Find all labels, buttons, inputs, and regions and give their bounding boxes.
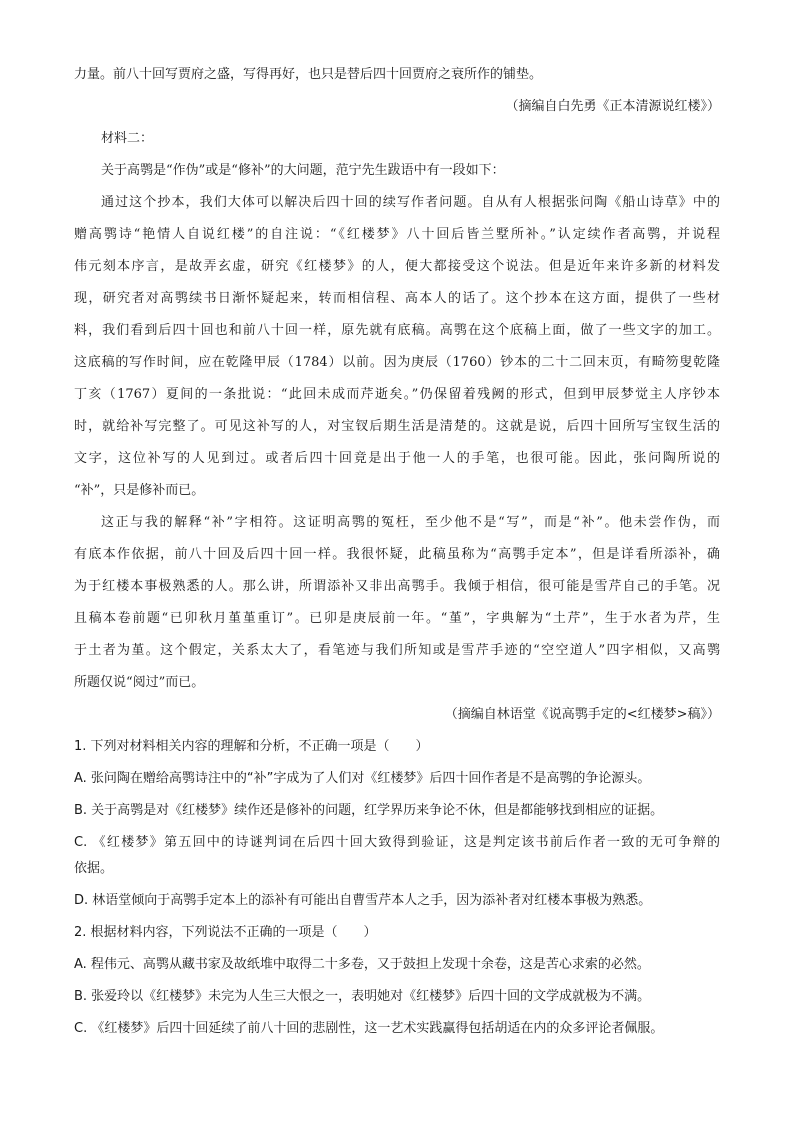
paragraph2-line: 为于红楼本事极熟悉的人。那么讲，所谓添补又非出高鹗手。我倾于相信，很可能是雪芹自己的手笔。况: [74, 579, 720, 594]
paragraph1-line: 现，研究者对高鹗续书日渐怀疑起来，转而相信程、高本人的话了。这个抄本在这方面，提供了一些材: [74, 291, 720, 306]
paragraph1-line: “补”，只是修补而已。: [74, 483, 205, 498]
material2-source: （摘编自林语堂《说高鹗手定的<红楼梦>稿》）: [444, 707, 720, 722]
material2-intro: 关于高鹗是“作伪”或是“修补”的大问题，范宁先生跋语中有一段如下：: [101, 163, 505, 178]
paragraph1-line: 伟元刻本序言，是故弄玄虚，研究《红楼梦》的人，便大都接受这个说法。但是近年来许多新的材料发: [74, 259, 720, 274]
paragraph1-line: 丁亥（1767）夏间的一条批说：“此回未成而芹逝矣。”仍保留着残阙的形式，但到甲辰梦觉主人序钞本: [74, 387, 720, 402]
material1-source: （摘编自白先勇《正本清源说红楼》）: [505, 99, 720, 114]
question-2-stem: 2. 根据材料内容，下列说法不正确的一项是（ ）: [74, 925, 377, 940]
question-1-option-c-continued[interactable]: 依据。: [74, 861, 114, 876]
question-1-option-c[interactable]: C. 《红楼梦》第五回中的诗谜判词在后四十回大致得到验证，这是判定该书前后作者一致的无可争辩的: [74, 835, 720, 850]
paragraph1-line: 文字，这位补写的人见到过。或者后四十回竟是出于他一人的手笔，也很可能。因此，张问陶所说的: [74, 451, 720, 466]
material2-heading: 材料二：: [101, 131, 154, 146]
question-1-option-b[interactable]: B. 关于高鹗是对《红楼梦》续作还是修补的问题，红学界历来争论不休，但是都能够找到相应的证据。: [74, 803, 664, 818]
paragraph1-line: 通过这个抄本，我们大体可以解决后四十回的续写作者问题。自从有人根据张问陶《船山诗草》中的: [101, 195, 720, 210]
question-1-option-d[interactable]: D. 林语堂倾向于高鹗手定本上的添补有可能出自曹雪芹本人之手，因为添补者对红楼本事极为熟悉。: [74, 893, 652, 908]
paragraph1-line: 时，就给补写完整了。可见这补写的人，对宝钗后期生活是清楚的。这就是说，后四十回所写宝钗生活的: [74, 419, 720, 434]
material1-last-line: 力量。前八十回写贾府之盛，写得再好，也只是替后四十回贾府之衰所作的铺垫。: [74, 67, 543, 82]
question-2-option-b[interactable]: B. 张爱玲以《红楼梦》未完为人生三大恨之一，表明她对《红楼梦》后四十回的文学成就极为不满。: [74, 989, 651, 1004]
paragraph2-line: 且稿本卷前题“已卯秋月堇堇重订”。已卯是庚辰前一年。“堇”，字典解为“土芹”，生于水者为芹，生: [74, 611, 720, 626]
question-2-option-c[interactable]: C. 《红楼梦》后四十回延续了前八十回的悲剧性，这一艺术实践赢得包括胡适在内的众多评论者佩服。: [74, 1021, 664, 1036]
paragraph2-line: 于土者为堇。这个假定，关系太大了，看笔迹与我们所知或是雪芹手迹的“空空道人”四字相似，又高鹗: [74, 643, 720, 658]
question-1-stem: 1. 下列对材料相关内容的理解和分析，不正确一项是（ ）: [74, 739, 429, 754]
paragraph1-line: 赠高鹗诗“艳情人自说红楼”的自注说：“《红楼梦》八十回后皆兰墅所补。”认定续作者高鹗，并说程: [74, 227, 720, 242]
paragraph1-line: 料，我们看到后四十回也和前八十回一样，原先就有底稿。高鹗在这个底稿上面，做了一些文字的加工。: [74, 323, 720, 338]
question-2-option-a[interactable]: A. 程伟元、高鹗从藏书家及故纸堆中取得二十多卷，又于鼓担上发现十余卷，这是苦心求索的必然。: [74, 957, 650, 972]
paragraph2-line: 有底本作依据，前八十回及后四十回一样。我很怀疑，此稿虽称为“高鹗手定本”，但是详看所添补，确: [74, 547, 720, 562]
paragraph2-line: 所题仅说“阅过”而已。: [74, 675, 205, 690]
paragraph1-line: 这底稿的写作时间，应在乾隆甲辰（1784）以前。因为庚辰（1760）钞本的二十二回末页，有畸笏叟乾隆: [74, 355, 720, 370]
paragraph2-line: 这正与我的解释“补”字相符。这证明高鹗的冤枉，至少他不是“写”，而是“补”。他未尝作伪，而: [101, 515, 720, 530]
question-1-option-a[interactable]: A. 张问陶在赠给高鹗诗注中的“补”字成为了人们对《红楼梦》后四十回作者是不是高鹗的争论源头。: [74, 771, 651, 786]
